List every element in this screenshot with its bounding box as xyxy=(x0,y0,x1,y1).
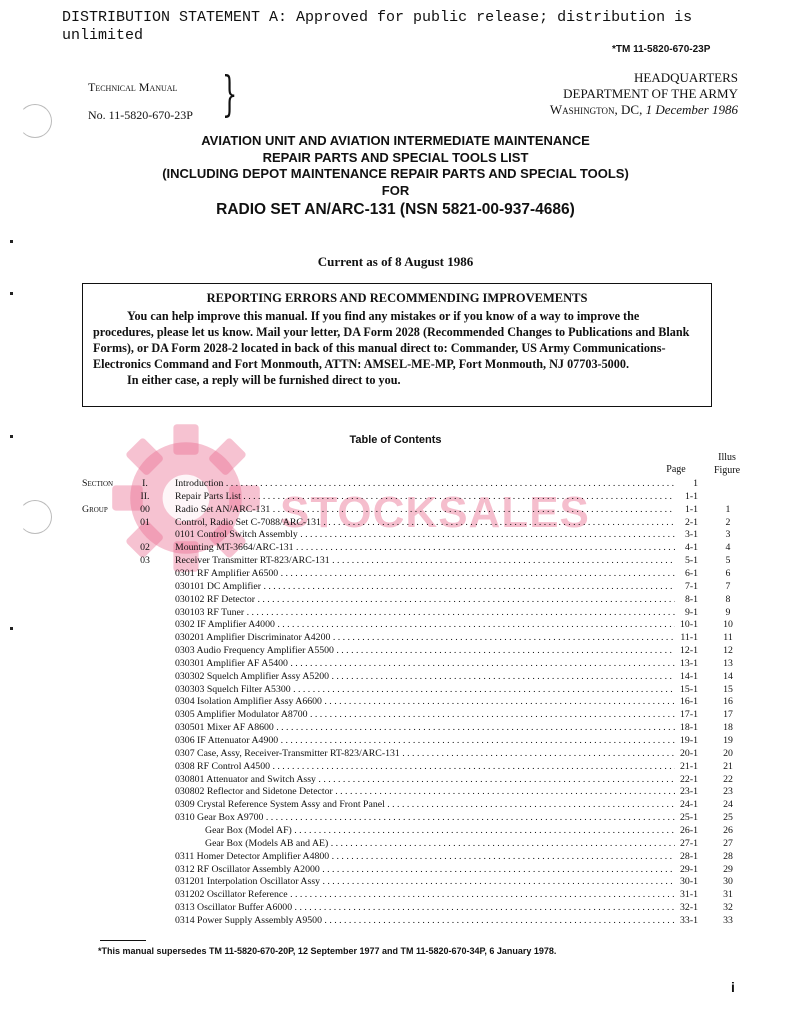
toc-row[interactable] xyxy=(0,580,791,593)
toc-row-figure: 11 xyxy=(723,632,733,644)
toc-row[interactable] xyxy=(0,824,791,837)
tm-number: *TM 11-5820-670-23P xyxy=(612,44,711,55)
toc-row-title: 0308 RF Control A4500 . . . xyxy=(175,760,675,773)
toc-row[interactable] xyxy=(0,490,791,503)
toc-row-figure: 3 xyxy=(725,529,731,541)
toc-row[interactable] xyxy=(0,541,791,554)
toc-row[interactable] xyxy=(0,683,791,696)
toc-row[interactable] xyxy=(0,644,791,657)
toc-row-number: I. xyxy=(142,478,148,489)
toc-row-title: 0312 RF Oscillator Assembly A2000 . . . xyxy=(175,863,675,876)
toc-row[interactable] xyxy=(0,734,791,747)
title-line: (INCLUDING DEPOT MAINTENANCE REPAIR PARTS AND SPECIAL TOOLS) xyxy=(162,166,629,181)
toc-row-figure: 21 xyxy=(723,760,733,772)
toc-row-page: 17-1 xyxy=(680,709,698,721)
toc-row-figure: 19 xyxy=(723,735,733,746)
toc-row[interactable] xyxy=(0,606,791,619)
page-number: i xyxy=(731,979,735,995)
toc-row[interactable] xyxy=(0,901,791,914)
toc-row[interactable] xyxy=(0,528,791,541)
reporting-heading: REPORTING ERRORS AND RECOMMENDING IMPROVEMENTS xyxy=(206,291,588,305)
distribution-statement: DISTRIBUTION STATEMENT A: Approved for public release; distribution is unlimited xyxy=(62,9,693,44)
toc-row[interactable] xyxy=(0,554,791,567)
watermark-text: STOCKSALES xyxy=(280,488,590,537)
toc-row-page: 16-1 xyxy=(680,696,698,708)
toc-row-page: 14-1 xyxy=(680,670,698,682)
title-line: REPAIR PARTS AND SPECIAL TOOLS LIST xyxy=(262,149,529,165)
toc-row[interactable] xyxy=(0,875,791,888)
toc-row-title: 030102 RF Detector . . . xyxy=(175,593,675,606)
toc-row-figure: 14 xyxy=(723,670,733,682)
toc-row-figure: 33 xyxy=(723,914,733,926)
title-line: FOR xyxy=(381,182,410,198)
toc-row-page: 33-1 xyxy=(680,914,698,926)
toc-row-title: 0302 IF Amplifier A4000 . . . xyxy=(175,618,675,631)
toc-row-number: II. xyxy=(140,490,150,502)
toc-title: Table of Contents xyxy=(349,434,442,446)
toc-row-page: 4-1 xyxy=(684,542,698,554)
toc-row[interactable] xyxy=(0,798,791,811)
toc-row-figure: 28 xyxy=(723,850,733,862)
toc-row-page: 31-1 xyxy=(680,889,698,901)
toc-row-figure: 30 xyxy=(723,876,733,888)
reporting-errors-box xyxy=(82,283,712,407)
reporting-paragraph: In either case, a reply will be furnished direct to you. xyxy=(127,373,401,387)
toc-row-page: 25-1 xyxy=(680,812,698,824)
toc-row-number: 00 xyxy=(140,503,150,515)
hq-department: DEPARTMENT OF THE ARMY xyxy=(563,86,738,101)
toc-row-number: 01 xyxy=(140,516,150,528)
toc-row-figure: 16 xyxy=(723,696,733,708)
title-radio-set: RADIO SET AN/ARC-131 (NSN 5821-00-937-4686) xyxy=(216,201,575,218)
toc-row-title: 0303 Audio Frequency Amplifier A5500 . . . xyxy=(175,644,675,657)
toc-row-page: 10-1 xyxy=(680,619,698,631)
toc-row-title: 030801 Attenuator and Switch Assy . . . xyxy=(175,773,675,786)
toc-row-title: Introduction . . . xyxy=(175,477,675,490)
toc-row-figure: 27 xyxy=(723,837,733,849)
toc-row-figure: 29 xyxy=(723,863,733,875)
scan-speck xyxy=(10,292,13,295)
toc-row-title: 0311 Homer Detector Amplifier A4800 . . . xyxy=(175,850,675,863)
toc-row-page: 1 xyxy=(693,478,698,489)
toc-row[interactable] xyxy=(0,773,791,786)
toc-row-title: Gear Box (Model AF) . . . xyxy=(205,824,675,837)
toc-row-figure: 4 xyxy=(725,542,731,554)
toc-row-figure: 22 xyxy=(723,773,733,785)
toc-row-page: 8-1 xyxy=(684,593,698,605)
toc-row-page: 19-1 xyxy=(680,735,698,746)
toc-row-figure: 20 xyxy=(723,747,733,759)
toc-row-page: 3-1 xyxy=(684,529,698,541)
toc-row-title: 0313 Oscillator Buffer A6000 . . . xyxy=(175,901,675,914)
toc-row-title: Receiver Transmitter RT-823/ARC-131 . . . xyxy=(175,554,675,567)
toc-row-title: 0309 Crystal Reference System Assy and Front Panel . . . xyxy=(175,798,675,811)
toc-row-page: 30-1 xyxy=(680,876,698,888)
toc-row-figure: 5 xyxy=(725,555,731,567)
toc-row-title: Radio Set AN/ARC-131 . . . xyxy=(175,503,675,516)
toc-row-title: 031201 Interpolation Oscillator Assy . . . xyxy=(175,875,675,888)
toc-row-title: 030301 Amplifier AF A5400 . . . xyxy=(175,657,675,670)
toc-row-page: 1-1 xyxy=(684,503,698,515)
toc-row[interactable] xyxy=(0,631,791,644)
toc-row-title: 0306 IF Attenuator A4900 . . . xyxy=(175,734,675,747)
toc-col-illus-figure: Illus Figure xyxy=(713,452,741,476)
manual-number: No. 11-5820-670-23P xyxy=(88,108,193,122)
toc-col-page: Page xyxy=(666,464,686,475)
toc-row-page: 29-1 xyxy=(680,863,698,875)
toc-row-figure: 1 xyxy=(725,503,731,515)
toc-row-page: 23-1 xyxy=(680,786,698,798)
toc-row-title: 0307 Case, Assy, Receiver-Transmitter RT-823/ARC-131 . . . xyxy=(175,747,675,760)
current-as-of: Current as of 8 August 1986 xyxy=(317,254,474,269)
toc-row-page: 13-1 xyxy=(680,657,698,669)
toc-row-figure: 31 xyxy=(723,889,733,901)
headquarters-block xyxy=(550,70,738,118)
toc-row-title: Repair Parts List . . . xyxy=(175,490,675,503)
toc-row-title: 030802 Reflector and Sidetone Detector . . . xyxy=(175,785,675,798)
toc-row-section-label: Section xyxy=(82,478,114,489)
toc-row-figure: 6 xyxy=(725,567,731,579)
toc-row-page: 20-1 xyxy=(680,747,698,759)
hq-date: 1 December 1986 xyxy=(645,102,738,117)
toc-row-title: 030303 Squelch Filter A5300 . . . xyxy=(175,683,675,696)
toc-row-section-label: Group xyxy=(82,503,108,515)
brace-glyph: } xyxy=(222,66,238,122)
toc-row[interactable] xyxy=(0,914,791,927)
toc-row[interactable] xyxy=(0,747,791,760)
toc-row-page: 5-1 xyxy=(684,555,698,567)
footnote: *This manual supersedes TM 11-5820-670-20P, 12 September 1977 and TM 11-5820-670-34P, 6 January 1978. xyxy=(98,946,557,956)
toc-row-figure: 7 xyxy=(725,580,731,592)
toc-row-figure: 23 xyxy=(723,786,733,798)
reporting-paragraph: You can help improve this manual. If you find any mistakes or if you know of a way to improve the procedures, please let us know. Mail your letter, DA Form 2028 (Recommended Changes to Publications and Blank Forms), or DA Form 2028-2 located in back of this manual direct to: Commander, US Army Communications-Electronics Command and Fort Monmouth, ATTN: AMSEL-ME-MP, Fort Monmouth, NJ 07703-5000. xyxy=(93,309,690,371)
hq-place: Washington, DC, xyxy=(549,102,643,117)
toc-row-figure: 25 xyxy=(723,812,733,824)
toc-row[interactable] xyxy=(0,618,791,631)
manual-title xyxy=(0,133,791,221)
toc-row-number: 02 xyxy=(140,542,150,554)
toc-row-title: 0304 Isolation Amplifier Assy A6600 . . . xyxy=(175,695,675,708)
toc-row-title: 0301 RF Amplifier A6500 . . . xyxy=(175,567,675,580)
toc-row[interactable] xyxy=(0,516,791,529)
toc-row[interactable] xyxy=(0,503,791,516)
toc-row-page: 24-1 xyxy=(680,799,698,811)
toc-row[interactable] xyxy=(0,670,791,683)
technical-manual-block xyxy=(88,73,193,129)
toc-row-title: 030103 RF Tuner . . . xyxy=(175,606,675,619)
toc-row[interactable] xyxy=(0,785,791,798)
toc-row-page: 12-1 xyxy=(680,645,698,657)
toc-row[interactable] xyxy=(0,657,791,670)
toc-row-title: Control, Radio Set C-7088/ARC-131 . . . xyxy=(175,516,675,529)
toc-row[interactable] xyxy=(0,888,791,901)
toc-row-number: 03 xyxy=(140,555,150,567)
toc-row-title: Gear Box (Models AB and AE) . . . xyxy=(205,837,675,850)
toc-row[interactable] xyxy=(0,721,791,734)
toc-row-page: 32-1 xyxy=(680,902,698,914)
toc-row-page: 1-1 xyxy=(684,490,698,502)
toc-row[interactable] xyxy=(0,695,791,708)
toc-row-figure: 2 xyxy=(725,516,731,528)
toc-row-figure: 13 xyxy=(723,657,733,669)
toc-row-title: 031202 Oscillator Reference . . . xyxy=(175,888,675,901)
toc-row-page: 28-1 xyxy=(680,850,698,862)
toc-row-title: 0101 Control Switch Assembly . . . xyxy=(175,528,675,541)
toc-row-figure: 15 xyxy=(723,683,733,695)
toc-row-figure: 10 xyxy=(723,619,733,631)
toc-row[interactable] xyxy=(0,477,791,490)
toc-row-title: 030501 Mixer AF A8600 . . . xyxy=(175,721,675,734)
toc-row-page: 22-1 xyxy=(680,773,698,785)
toc-row[interactable] xyxy=(0,863,791,876)
toc-row-page: 2-1 xyxy=(684,516,698,528)
toc-row-page: 6-1 xyxy=(684,567,698,579)
toc-row[interactable] xyxy=(0,760,791,773)
toc-row[interactable] xyxy=(0,811,791,824)
toc-row-title: 0314 Power Supply Assembly A9500 . . . xyxy=(175,914,675,927)
toc-row-title: 0305 Amplifier Modulator A8700 . . . xyxy=(175,708,675,721)
toc-row-figure: 26 xyxy=(723,824,733,836)
toc-row-title: 0310 Gear Box A9700 . . . xyxy=(175,811,675,824)
toc-row-figure: 24 xyxy=(723,799,733,811)
toc-row-figure: 12 xyxy=(723,645,733,657)
footnote-rule xyxy=(100,940,146,941)
toc-row-figure: 18 xyxy=(723,722,733,734)
hq-line: HEADQUARTERS xyxy=(634,70,738,85)
toc-row-page: 7-1 xyxy=(684,580,698,592)
toc-row-page: 27-1 xyxy=(680,837,698,849)
toc-row-page: 9-1 xyxy=(684,606,698,618)
toc-row-title: 030101 DC Amplifier . . . xyxy=(175,580,675,593)
toc-row-page: 11-1 xyxy=(680,632,698,644)
title-line: AVIATION UNIT AND AVIATION INTERMEDIATE MAINTENANCE xyxy=(201,133,590,148)
technical-manual-label: Technical Manual xyxy=(88,80,178,94)
toc-row[interactable] xyxy=(0,837,791,850)
toc-row-page: 18-1 xyxy=(680,722,698,734)
toc-row-figure: 32 xyxy=(723,902,733,914)
toc-row-title: Mounting MT-3664/ARC-131 . . . xyxy=(175,541,675,554)
toc-row-page: 26-1 xyxy=(680,824,698,836)
toc-row[interactable] xyxy=(0,708,791,721)
toc-row-figure: 8 xyxy=(725,593,731,605)
toc-row-page: 21-1 xyxy=(680,760,698,772)
toc-row-title: 030302 Squelch Amplifier Assy A5200 . . . xyxy=(175,670,675,683)
toc-row-page: 15-1 xyxy=(680,683,698,695)
toc-row-figure: 9 xyxy=(725,606,731,618)
toc-row[interactable] xyxy=(0,593,791,606)
scan-speck xyxy=(10,240,13,243)
toc-row-title: 030201 Amplifier Discriminator A4200 . . . xyxy=(175,631,675,644)
toc-row[interactable] xyxy=(0,567,791,580)
toc-row[interactable] xyxy=(0,850,791,863)
toc-row-figure: 17 xyxy=(723,709,733,721)
